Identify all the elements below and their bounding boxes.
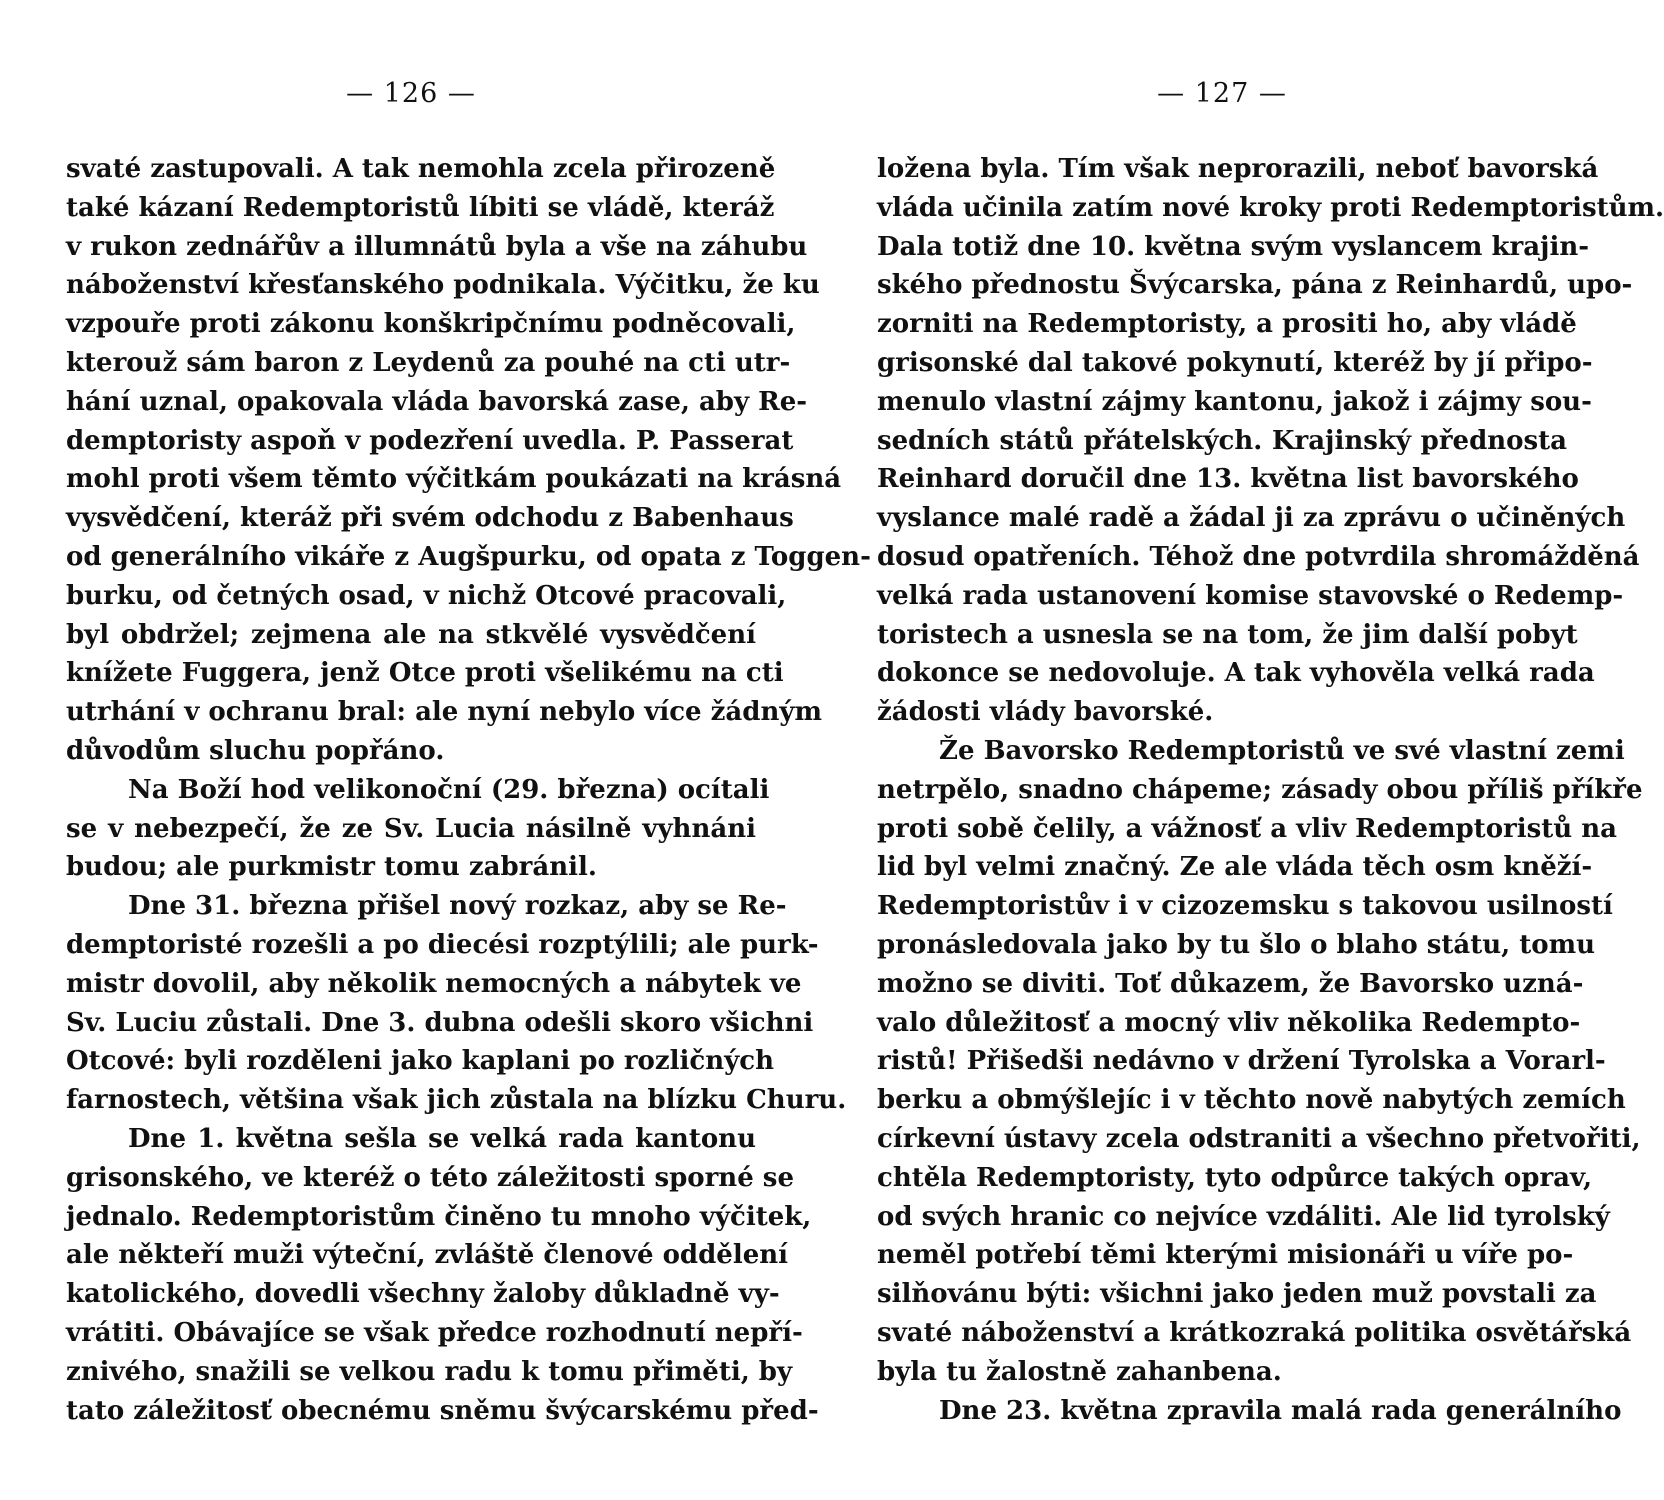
text-line: kterouž sám baron z Leydenů za pouhé na cti utr- [66, 347, 791, 378]
text-line: vláda učinila zatím nové kroky proti Redemptoristům. [877, 192, 1664, 223]
text-line: sedních států přátelských. Krajinský přednosta [877, 425, 1567, 456]
text-line: jednalo. Redemptoristům činěno tu mnoho výčitek, [66, 1201, 812, 1232]
text-line: valo důležitosť a mocný vliv několika Redempto- [877, 1007, 1581, 1038]
text-line: grisonské dal takové pokynutí, kteréž by jí připo- [877, 347, 1593, 378]
text-line: od generálního vikáře z Augšpurku, od opata z Toggen- [66, 541, 871, 572]
text-line: vysvědčení, kteráž při svém odchodu z Babenhaus [66, 503, 794, 534]
page-number-127: — 127 — [1157, 78, 1287, 109]
text-line: pronásledovala jako by tu šlo o blaho státu, tomu [877, 929, 1596, 960]
text-line: silňovánu býti: všichni jako jeden muž povstali za [877, 1279, 1597, 1310]
text-line: v rukon zednářův a illumnátů byla a vše na záhubu [66, 231, 808, 262]
right-page [877, 0, 1664, 1500]
text-line: se v nebezpečí, že ze Sv. Lucia násilně vyhnáni [66, 813, 756, 844]
text-line: Na Boží hod velikonoční (29. března) ocítali [128, 774, 770, 805]
text-line: lid byl velmi značný. Ze ale vláda těch osm kněží- [877, 852, 1593, 883]
text-line: byla tu žalostně zahanbena. [877, 1356, 1282, 1387]
text-line: důvodům sluchu popřáno. [66, 735, 445, 766]
text-line: mohl proti všem těmto výčitkám poukázati na krásná [66, 464, 842, 495]
page-number-126: — 126 — [346, 78, 476, 109]
text-line: utrhání v ochranu bral: ale nyní nebylo více žádným [66, 697, 822, 728]
text-line: Dne 31. března přišel nový rozkaz, aby se Re- [128, 891, 787, 922]
text-line: vyslance malé radě a žádal ji za zprávu o učiněných [877, 503, 1626, 534]
text-line: svaté náboženství a krátkozraká politika osvětářská [877, 1317, 1632, 1348]
text-line: dosud opatřeních. Téhož dne potvrdila shromážděná [877, 541, 1640, 572]
text-line: burku, od četných osad, v nichž Otcové pracovali, [66, 580, 787, 611]
text-line: netrpělo, snadno chápeme; zásady obou příliš příkře [877, 774, 1643, 805]
left-page [66, 0, 871, 1500]
left-page-text [66, 150, 871, 1430]
right-page-text [877, 150, 1664, 1430]
text-line: znivého, snažili se velkou radu k tomu přiměti, by [66, 1356, 793, 1387]
text-line: budou; ale purkmistr tomu zabránil. [66, 852, 597, 883]
text-line: velká rada ustanovení komise stavovské o Redemp- [877, 580, 1624, 611]
text-line: možno se diviti. Toť důkazem, že Bavorsko uzná- [877, 968, 1584, 999]
text-line: mistr dovolil, aby několik nemocných a nábytek ve [66, 968, 802, 999]
text-line: berku a obmýšlejíc i v těchto nově nabytých zemích [877, 1085, 1626, 1116]
text-line: neměl potřebí těmi kterými misionáři u víře po- [877, 1240, 1574, 1271]
text-line: Sv. Luciu zůstali. Dne 3. dubna odešli skoro všichni [66, 1007, 814, 1038]
text-line: byl obdržel; zejmena ale na stkvělé vysvědčení [66, 619, 756, 650]
text-line: chtěla Redemptoristy, tyto odpůrce takých oprav, [877, 1162, 1593, 1193]
text-line: katolického, dovedli všechny žaloby důkladně vy- [66, 1279, 780, 1310]
text-line: ložena byla. Tím však neprorazili, neboť bavorská [877, 154, 1599, 184]
text-line: ale někteří muži výteční, zvláště členové oddělení [66, 1240, 789, 1271]
text-line: tato záležitosť obecnému sněmu švýcarskému před- [66, 1395, 819, 1426]
text-line: demptoristy aspoň v podezření uvedla. P. Passerat [66, 425, 794, 456]
text-line: menulo vlastní zájmy kantonu, jakož i zájmy sou- [877, 386, 1592, 417]
text-line: Dne 1. května sešla se velká rada kantonu [128, 1123, 756, 1154]
text-line: ristů! Přišedši nedávno v držení Tyrolska a Vorarl- [877, 1046, 1606, 1077]
text-line: dokonce se nedovoluje. A tak vyhověla velká rada [877, 658, 1595, 689]
text-line: knížete Fuggera, jenž Otce proti všelikému na cti [66, 658, 784, 689]
text-line: vzpouře proti zákonu konškripčnímu podněcovali, [66, 309, 796, 340]
text-line: zorniti na Redemptoristy, a prositi ho, aby vládě [877, 309, 1577, 340]
text-line: hání uznal, opakovala vláda bavorská zase, aby Re- [66, 386, 808, 417]
text-line: ského přednostu Švýcarska, pána z Reinhardů, upo- [877, 270, 1633, 301]
text-line: žádosti vlády bavorské. [877, 697, 1214, 728]
text-line: Dne 23. května zpravila malá rada generálního [939, 1395, 1622, 1426]
text-line: proti sobě čelily, a vážnosť a vliv Redemptoristů na [877, 813, 1617, 844]
text-line: od svých hranic co nejvíce vzdáliti. Ale lid tyrolský [877, 1201, 1610, 1232]
text-line: Reinhard doručil dne 13. května list bavorského [877, 464, 1579, 495]
text-line: Dala totiž dne 10. května svým vyslancem krajin- [877, 231, 1590, 262]
text-line: Otcové: byli rozděleni jako kaplani po rozličných [66, 1046, 774, 1077]
text-line: Že Bavorsko Redemptoristů ve své vlastní zemi [939, 735, 1625, 766]
text-line: farnostech, většina však jich zůstala na blízku Churu. [66, 1085, 847, 1116]
text-line: grisonského, ve kteréž o této záležitosti sporné se [66, 1162, 794, 1193]
text-line: svaté zastupovali. A tak nemohla zcela přirozeně [66, 154, 776, 184]
text-line: také kázaní Redemptoristů líbiti se vládě, kteráž [66, 192, 775, 223]
text-line: Redemptoristův i v cizozemsku s takovou usilností [877, 891, 1613, 922]
text-line: náboženství křesťanského podnikala. Výčitku, že ku [66, 270, 820, 301]
text-line: vrátiti. Obávajíce se však předce rozhodnutí nepří- [66, 1317, 803, 1348]
text-line: toristech a usnesla se na tom, že jim další pobyt [877, 619, 1578, 650]
text-line: demptoristé rozešli a po diecési rozptýlili; ale purk- [66, 929, 819, 960]
text-line: církevní ústavy zcela odstraniti a všechno přetvořiti, [877, 1123, 1641, 1154]
